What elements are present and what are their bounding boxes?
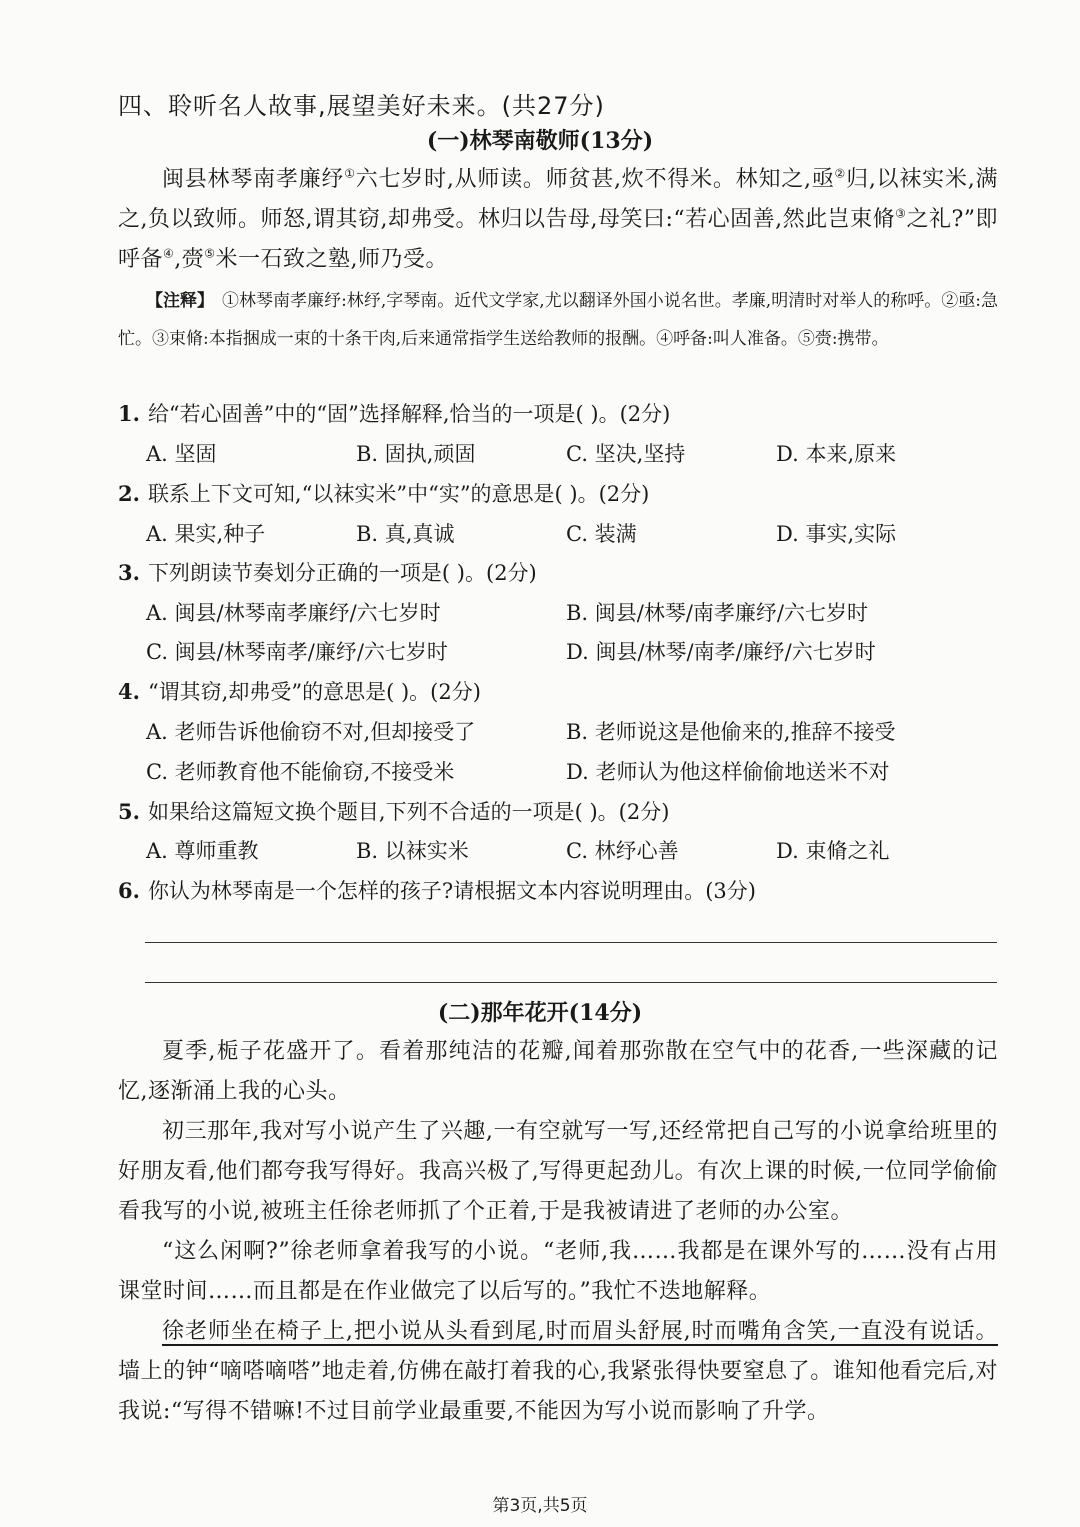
answer-line-2[interactable] bbox=[145, 982, 997, 983]
annotation-block bbox=[118, 282, 998, 358]
page-number: 第3页,共5页 bbox=[492, 1496, 588, 1516]
answer-line-1[interactable] bbox=[145, 942, 997, 943]
option-d[interactable]: D. 闽县/林琴/南孝/廉纾/六七岁时 bbox=[566, 640, 876, 664]
option-a[interactable]: A. 闽县/林琴南孝廉纾/六七岁时 bbox=[146, 601, 441, 625]
option-b[interactable]: B. 真,真诚 bbox=[356, 522, 455, 546]
option-b[interactable]: B. 固执,顽固 bbox=[356, 442, 476, 466]
question-6: 6. 你认为林琴南是一个怎样的孩子?请根据文本内容说明理由。(3分) bbox=[118, 878, 756, 903]
option-c[interactable]: C. 林纾心善 bbox=[566, 839, 679, 863]
story-paragraph-1: 夏季,栀子花盛开了。看着那纯洁的花瓣,闻着那弥散在空气中的花香,一些深藏的记忆,逐渐涌上我的心头。 bbox=[118, 1039, 998, 1104]
option-b[interactable]: B. 老师说这是他偷来的,推辞不接受 bbox=[566, 720, 896, 744]
section-heading: 四、聆听名人故事,展望美好未来。(共27分) bbox=[118, 92, 605, 120]
option-a[interactable]: A. 果实,种子 bbox=[146, 522, 266, 546]
option-d[interactable]: D. 事实,实际 bbox=[776, 522, 897, 546]
option-a[interactable]: A. 尊师重教 bbox=[146, 839, 259, 863]
question-5: 5. 如果给这篇短文换个题目,下列不合适的一项是( )。(2分) bbox=[118, 799, 670, 824]
part2-title: (二)那年花开(14分) bbox=[437, 1000, 643, 1026]
annotation-text: ①林琴南孝廉纾:林纾,字琴南。近代文学家,尤以翻译外国小说名世。孝廉,明清时对举人的称呼。②亟:急忙。③束脩:本指捆成一束的十条干肉,后来通常指学生送给教师的报酬。④呼备:叫人准备。⑤赍:携带。 bbox=[118, 291, 998, 349]
option-a[interactable]: A. 坚固 bbox=[146, 442, 217, 466]
underlined-sentence: 徐老师坐在椅子上,把小说从头看到尾,时而眉头舒展,时而嘴角含笑,一直没有说话。 bbox=[162, 1319, 998, 1344]
option-c[interactable]: C. 老师教育他不能偷窃,不接受米 bbox=[146, 760, 455, 784]
annotation-label: 【注释】 bbox=[146, 291, 215, 311]
story-paragraph-2: 初三那年,我对写小说产生了兴趣,一有空就写一写,还经常把自己写的小说拿给班里的好朋友看,他们都夸我写得好。我高兴极了,写得更起劲儿。有次上课的时候,一位同学偷偷看我写的小说,被班主任徐老师抓了个正着,于是我被请进了老师的办公室。 bbox=[118, 1119, 998, 1224]
question-3: 3. 下列朗读节奏划分正确的一项是( )。(2分) bbox=[118, 560, 537, 585]
classical-passage: 闽县林琴南孝廉纾①六七岁时,从师读。师贫甚,炊不得米。林知之,亟②归,以袜实米,满之,负以致师。师怒,谓其窃,却弗受。林归以告母,母笑曰:“若心固善,然此岂束脩③之礼?”即呼备④,赍⑤米一石致之塾,师乃受。 bbox=[118, 166, 999, 272]
story-paragraph-3: “这么闲啊?”徐老师拿着我写的小说。“老师,我……我都是在课外写的……没有占用课堂时间……而且都是在作业做完了以后写的。”我忙不迭地解释。 bbox=[118, 1239, 998, 1304]
option-d[interactable]: D. 本来,原来 bbox=[776, 442, 897, 466]
option-c[interactable]: C. 装满 bbox=[566, 522, 637, 546]
question-4: 4. “谓其窃,却弗受”的意思是( )。(2分) bbox=[118, 679, 481, 704]
option-a[interactable]: A. 老师告诉他偷窃不对,但却接受了 bbox=[146, 720, 476, 744]
option-b[interactable]: B. 以袜实米 bbox=[356, 839, 469, 863]
story-paragraph-4: 徐老师坐在椅子上,把小说从头看到尾,时而眉头舒展,时而嘴角含笑,一直没有说话。墙上的钟“嘀嗒嘀嗒”地走着,仿佛在敲打着我的心,我紧张得快要窒息了。谁知他看完后,对我说:“写得不错嘛!不过目前学业最重要,不能因为写小说而影响了升学。 bbox=[118, 1319, 998, 1424]
option-c[interactable]: C. 坚决,坚持 bbox=[566, 442, 686, 466]
part1-title: (一)林琴南敬师(13分) bbox=[426, 128, 654, 154]
option-d[interactable]: D. 束脩之礼 bbox=[776, 839, 890, 863]
option-b[interactable]: B. 闽县/林琴/南孝廉纾/六七岁时 bbox=[566, 601, 869, 625]
question-2: 2. 联系上下文可知,“以袜实米”中“实”的意思是( )。(2分) bbox=[118, 481, 650, 506]
option-d[interactable]: D. 老师认为他这样偷偷地送米不对 bbox=[566, 760, 890, 784]
option-c[interactable]: C. 闽县/林琴南孝/廉纾/六七岁时 bbox=[146, 640, 448, 664]
question-1: 1. 给“若心固善”中的“固”选择解释,恰当的一项是( )。(2分) bbox=[118, 401, 671, 426]
